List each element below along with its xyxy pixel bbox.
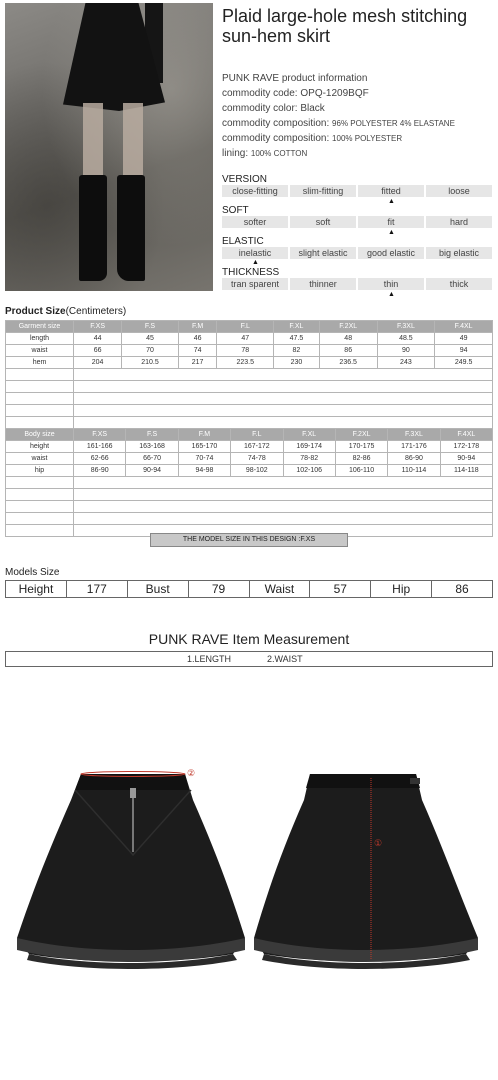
table-row-empty	[6, 381, 493, 393]
thickness-marker: ▲	[388, 291, 395, 298]
table-cell: F.XS	[74, 321, 122, 333]
soft-option: fit	[358, 216, 424, 228]
table-cell: 47	[217, 333, 274, 345]
table-cell: F.S	[126, 429, 178, 441]
table-cell: 165-170	[178, 441, 230, 453]
garment-size-table	[5, 320, 493, 429]
product-title: Plaid large-hole mesh stitching sun-hem skirt	[222, 6, 468, 46]
table-cell: 171-176	[388, 441, 440, 453]
table-row-empty	[6, 393, 493, 405]
models-size-title: Models Size	[5, 567, 60, 578]
version-option: close-fitting	[222, 185, 288, 197]
skirt-back-illustration	[252, 760, 484, 970]
table-cell: 47.5	[274, 333, 320, 345]
table-row	[6, 465, 493, 477]
info-code: commodity code: OPQ-1209BQF	[222, 88, 369, 99]
table-cell: 62-66	[74, 453, 126, 465]
table-cell: 74-78	[231, 453, 283, 465]
table-cell: 249.5	[435, 357, 493, 369]
table-cell: F.M	[178, 429, 230, 441]
version-label: VERSION	[222, 174, 268, 185]
boot-right	[117, 175, 145, 281]
table-cell: F.3XL	[377, 321, 435, 333]
table-cell: 82	[274, 345, 320, 357]
thickness-option: thick	[426, 278, 492, 290]
table-cell: 167-172	[231, 441, 283, 453]
table-row-empty	[6, 489, 493, 501]
table-cell: 236.5	[319, 357, 377, 369]
table-cell: 48.5	[377, 333, 435, 345]
table-cell: 48	[319, 333, 377, 345]
table-cell: 161-166	[74, 441, 126, 453]
soft-option: softer	[222, 216, 288, 228]
table-cell: F.3XL	[388, 429, 440, 441]
soft-label: SOFT	[222, 205, 249, 216]
table-cell: hip	[6, 465, 74, 477]
table-cell: 70-74	[178, 453, 230, 465]
version-marker: ▲	[388, 198, 395, 205]
table-header-row	[6, 321, 493, 333]
model-size-banner: THE MODEL SIZE IN THIS DESIGN :F.XS	[150, 533, 348, 547]
table-row	[6, 441, 493, 453]
table-cell: F.XS	[74, 429, 126, 441]
table-cell: 170-175	[335, 441, 387, 453]
elastic-option: good elastic	[358, 247, 424, 259]
elastic-option: inelastic	[222, 247, 288, 259]
thickness-option: tran sparent	[222, 278, 288, 290]
table-cell: Garment size	[6, 321, 74, 333]
measurement-legend	[5, 651, 493, 667]
table-cell: hem	[6, 357, 74, 369]
waist-label: ②	[187, 768, 196, 778]
info-color: commodity color: Black	[222, 103, 325, 114]
table-cell: 46	[178, 333, 217, 345]
table-row-empty	[6, 405, 493, 417]
table-cell: 49	[435, 333, 493, 345]
models-cell: 79	[189, 581, 250, 597]
table-cell: 163-168	[126, 441, 178, 453]
elastic-marker: ▲	[252, 259, 259, 266]
table-cell: 78	[217, 345, 274, 357]
table-cell: F.XL	[283, 429, 335, 441]
table-cell: 106-110	[335, 465, 387, 477]
version-option: fitted	[358, 185, 424, 197]
table-cell: 169-174	[283, 441, 335, 453]
table-row	[6, 453, 493, 465]
table-cell: F.L	[217, 321, 274, 333]
info-lining: lining: 100% COTTON	[222, 148, 308, 159]
elastic-scale	[222, 247, 492, 259]
table-cell: 78-82	[283, 453, 335, 465]
info-brand: PUNK RAVE product information	[222, 73, 368, 84]
elastic-option: big elastic	[426, 247, 492, 259]
table-cell: 102-106	[283, 465, 335, 477]
table-cell: 66-70	[126, 453, 178, 465]
table-row-empty	[6, 513, 493, 525]
table-cell: 210.5	[122, 357, 179, 369]
measurement-title: PUNK RAVE Item Measurement	[148, 631, 350, 647]
soft-option: hard	[426, 216, 492, 228]
table-row	[6, 357, 493, 369]
models-cell: 177	[67, 581, 128, 597]
table-cell: F.L	[231, 429, 283, 441]
table-cell: waist	[6, 453, 74, 465]
table-row-empty	[6, 417, 493, 429]
table-cell: 90	[377, 345, 435, 357]
product-photo	[5, 3, 213, 291]
table-cell: F.2XL	[319, 321, 377, 333]
table-header-row	[6, 429, 493, 441]
table-row-empty	[6, 501, 493, 513]
models-cell: 86	[455, 582, 469, 596]
table-cell: 172-178	[440, 441, 492, 453]
table-cell: F.XL	[274, 321, 320, 333]
table-cell: F.S	[122, 321, 179, 333]
table-cell: 223.5	[217, 357, 274, 369]
soft-option: soft	[290, 216, 356, 228]
table-cell: 66	[74, 345, 122, 357]
table-cell: 86-90	[388, 453, 440, 465]
models-cell: Hip	[371, 581, 432, 597]
soft-marker: ▲	[388, 229, 395, 236]
models-cell: Bust	[128, 581, 189, 597]
thickness-scale	[222, 278, 492, 290]
table-cell: 45	[122, 333, 179, 345]
table-cell: 114-118	[440, 465, 492, 477]
thickness-option: thin	[358, 278, 424, 290]
table-cell: F.4XL	[440, 429, 492, 441]
version-option: loose	[426, 185, 492, 197]
elastic-option: slight elastic	[290, 247, 356, 259]
soft-scale	[222, 216, 492, 228]
body-size-table	[5, 428, 493, 537]
table-cell: waist	[6, 345, 74, 357]
models-cell: 57	[310, 581, 371, 597]
table-cell: 74	[178, 345, 217, 357]
table-cell: 204	[74, 357, 122, 369]
info-composition-2: commodity composition: 100% POLYESTER	[222, 133, 403, 144]
thickness-option: thinner	[290, 278, 356, 290]
table-cell: 86	[319, 345, 377, 357]
models-cell: Height	[6, 581, 67, 597]
table-cell: 217	[178, 357, 217, 369]
table-cell: 86-90	[74, 465, 126, 477]
table-cell: 110-114	[388, 465, 440, 477]
table-cell: 94-98	[178, 465, 230, 477]
table-cell: 70	[122, 345, 179, 357]
table-cell: Body size	[6, 429, 74, 441]
models-size-table	[5, 580, 493, 598]
product-info	[222, 71, 494, 161]
table-cell: F.2XL	[335, 429, 387, 441]
table-row-empty	[6, 477, 493, 489]
version-option: slim-fitting	[290, 185, 356, 197]
table-row-empty	[6, 369, 493, 381]
table-cell: 243	[377, 357, 435, 369]
table-row	[6, 345, 493, 357]
table-cell: 44	[74, 333, 122, 345]
table-cell: length	[6, 333, 74, 345]
length-label: ①	[374, 838, 383, 848]
thickness-label: THICKNESS	[222, 267, 280, 278]
table-cell: 98-102	[231, 465, 283, 477]
table-cell: F.4XL	[435, 321, 493, 333]
table-cell: 90-94	[126, 465, 178, 477]
info-composition-1: commodity composition: 96% POLYESTER 4% ELASTANE	[222, 118, 455, 129]
measurement-length: 1.LENGTH	[186, 654, 231, 664]
version-scale	[222, 185, 492, 197]
boot-left	[79, 175, 107, 281]
table-cell: 90-94	[440, 453, 492, 465]
models-cell: Waist	[250, 581, 311, 597]
elastic-label: ELASTIC	[222, 236, 264, 247]
table-cell: 230	[274, 357, 320, 369]
table-cell: 94	[435, 345, 493, 357]
table-cell: height	[6, 441, 74, 453]
table-cell: F.M	[178, 321, 217, 333]
measurement-waist: 2.WAIST	[267, 654, 303, 664]
product-size-title: Product Size(Centimeters)	[5, 306, 127, 317]
skirt-front-illustration	[15, 760, 247, 970]
table-row	[6, 333, 493, 345]
table-cell: 82-86	[335, 453, 387, 465]
